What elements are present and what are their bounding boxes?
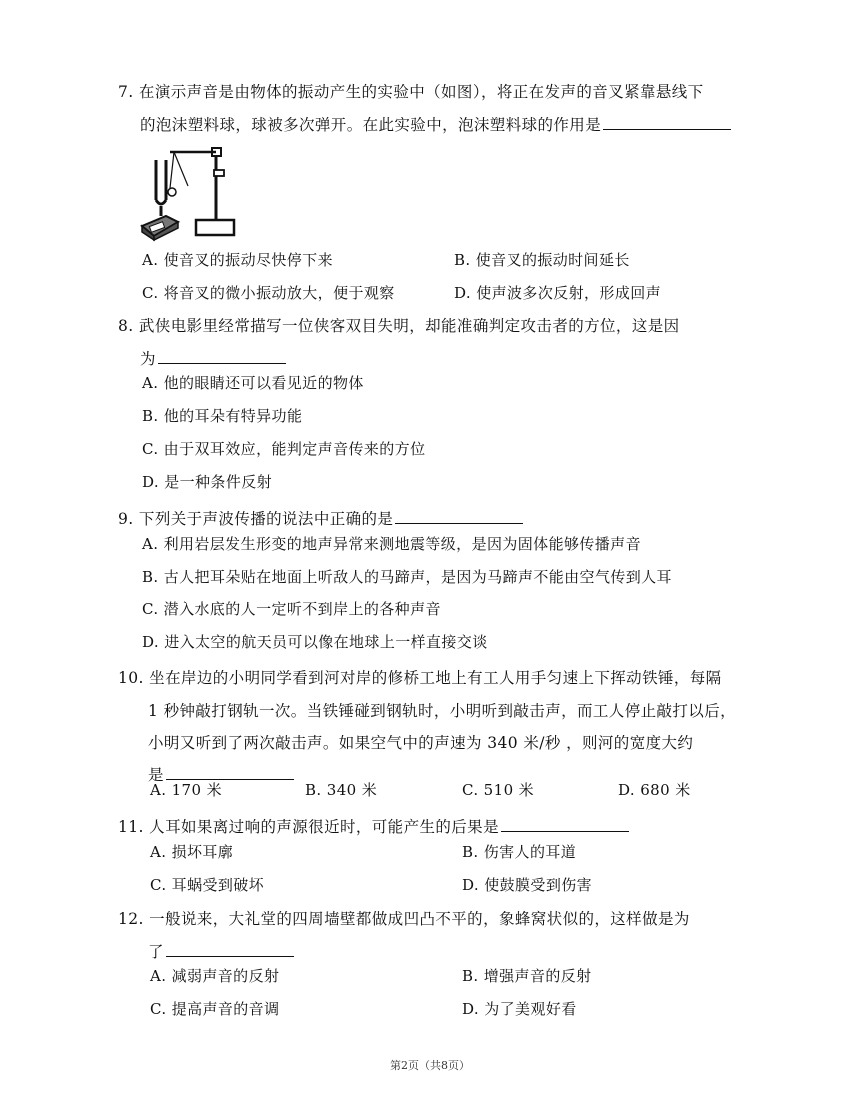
q10-answer-blank[interactable] — [166, 763, 294, 780]
q9-option-d[interactable]: D. 进入太空的航天员可以像在地球上一样直接交谈 — [142, 633, 488, 651]
q7-stem-line2 — [140, 113, 731, 136]
q11-stem-line1 — [118, 815, 629, 838]
q7-stem-text: 的泡沫塑料球，球被多次弹开。在此实验中，泡沫塑料球的作用是 — [140, 116, 602, 134]
q12-option-b[interactable]: B. 增强声音的反射 — [462, 967, 592, 985]
q7-option-b[interactable]: B. 使音叉的振动时间延长 — [454, 251, 630, 269]
q9-stem-line1 — [118, 507, 523, 530]
q7-option-d[interactable]: D. 使声波多次反射，形成回声 — [454, 284, 662, 302]
q10-stem-line1: 10. 坐在岸边的小明同学看到河对岸的修桥工地上有工人用手匀速上下挥动铁锤，每隔 — [118, 669, 722, 687]
q10-option-d[interactable]: D. 680 米 — [618, 781, 691, 799]
q9-option-a[interactable]: A. 利用岩层发生形变的地声异常来测地震等级，是因为固体能够传播声音 — [142, 535, 641, 553]
q9-option-b[interactable]: B. 古人把耳朵贴在地面上听敌人的马蹄声，是因为马蹄声不能由空气传到人耳 — [142, 568, 672, 586]
q8-stem-line1: 8. 武侠电影里经常描写一位侠客双目失明，却能准确判定攻击者的方位，这是因 — [118, 317, 680, 335]
q12-stem-line1: 12. 一般说来，大礼堂的四周墙壁都做成凹凸不平的，象蜂窝状似的，这样做是为 — [118, 910, 690, 928]
q11-option-d[interactable]: D. 使鼓膜受到伤害 — [462, 876, 593, 894]
q7-stem-line1: 7. 在演示声音是由物体的振动产生的实验中（如图），将正在发声的音叉紧靠悬线下 — [118, 83, 704, 101]
q12-stem-text: 了 — [148, 943, 164, 961]
q8-option-d[interactable]: D. 是一种条件反射 — [142, 473, 273, 491]
q9-stem-text: 9. 下列关于声波传播的说法中正确的是 — [118, 510, 394, 528]
q12-option-d[interactable]: D. 为了美观好看 — [462, 1000, 577, 1018]
q10-option-c[interactable]: C. 510 米 — [462, 781, 535, 799]
q8-option-c[interactable]: C. 由于双耳效应，能判定声音传来的方位 — [142, 440, 426, 458]
q7-option-a[interactable]: A. 使音叉的振动尽快停下来 — [142, 251, 333, 269]
q10-option-a[interactable]: A. 170 米 — [150, 781, 222, 799]
page-footer: 第2页（共8页） — [390, 1059, 470, 1072]
q12-option-c[interactable]: C. 提高声音的音调 — [150, 1000, 280, 1018]
q8-stem-text: 为 — [140, 350, 156, 368]
q12-option-a[interactable]: A. 减弱声音的反射 — [150, 967, 280, 985]
q9-answer-blank[interactable] — [395, 507, 523, 524]
q8-stem-line2 — [140, 347, 286, 370]
q8-answer-blank[interactable] — [158, 347, 286, 364]
q10-stem-text: 是 — [148, 766, 164, 784]
q10-stem-line2: 1 秒钟敲打钢轨一次。当铁锤碰到钢轨时，小明听到敲击声，而工人停止敲打以后， — [148, 702, 736, 720]
q11-answer-blank[interactable] — [501, 815, 629, 832]
q11-option-b[interactable]: B. 伤害人的耳道 — [462, 843, 577, 861]
q10-option-b[interactable]: B. 340 米 — [305, 781, 378, 799]
q12-answer-blank[interactable] — [166, 940, 294, 957]
tuning-fork-experiment-figure — [136, 142, 238, 242]
q10-stem-line3: 小明又听到了两次敲击声。如果空气中的声速为 340 米/秒 ，则河的宽度大约 — [148, 734, 694, 752]
q12-stem-line2 — [148, 940, 294, 963]
q9-option-c[interactable]: C. 潜入水底的人一定听不到岸上的各种声音 — [142, 600, 441, 618]
q8-option-a[interactable]: A. 他的眼睛还可以看见近的物体 — [142, 374, 364, 392]
q11-option-a[interactable]: A. 损坏耳廓 — [150, 843, 234, 861]
q11-option-c[interactable]: C. 耳蜗受到破坏 — [150, 876, 265, 894]
q11-stem-text: 11. 人耳如果离过响的声源很近时，可能产生的后果是 — [118, 818, 499, 836]
q7-answer-blank[interactable] — [603, 113, 731, 130]
q8-option-b[interactable]: B. 他的耳朵有特异功能 — [142, 407, 303, 425]
q7-option-c[interactable]: C. 将音叉的微小振动放大，便于观察 — [142, 284, 395, 302]
